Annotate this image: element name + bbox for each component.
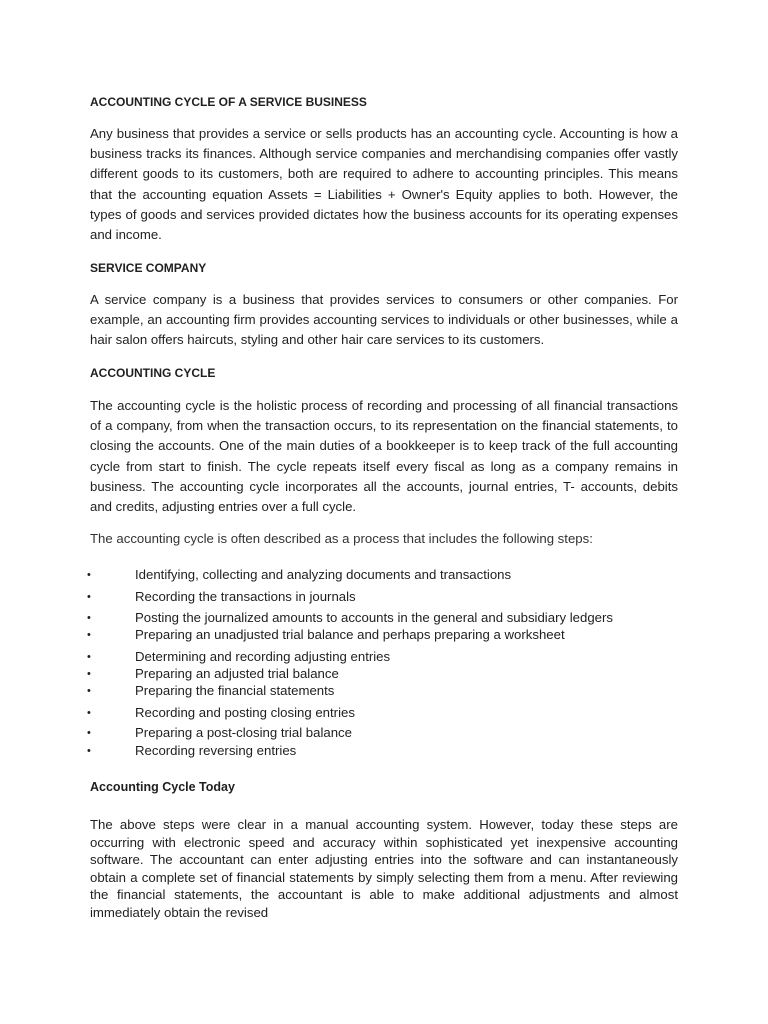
list-item (0, 649, 768, 665)
bullet-icon: • (87, 668, 91, 680)
step-text: Preparing an adjusted trial balance (135, 666, 339, 681)
accounting-cycle-heading: ACCOUNTING CYCLE (90, 366, 216, 380)
bullet-icon: • (87, 685, 91, 697)
intro-paragraph: Any business that provides a service or sells products has an accounting cycle. Accounting is how a business tracks its finances. Although service companies and merchandising companies offer vastly different goods to its customers, both are required to adhere to accounting principles. This means that the accounting equation Assets = Liabilities + Owner's Equity applies to both. However, the types of goods and services provided dictates how the business accounts for its operating expenses and income. (90, 126, 678, 243)
list-item (0, 627, 768, 643)
step-text: Recording and posting closing entries (135, 705, 355, 720)
step-text: Recording reversing entries (135, 743, 297, 758)
document-title: ACCOUNTING CYCLE OF A SERVICE BUSINESS (90, 95, 367, 109)
step-text: Posting the journalized amounts to accounts in the general and subsidiary ledgers (135, 610, 613, 625)
steps-intro: The accounting cycle is often described as a process that includes the following steps: (90, 531, 593, 546)
step-text: Identifying, collecting and analyzing documents and transactions (135, 567, 512, 582)
list-item (0, 743, 768, 759)
step-text: Preparing the financial statements (135, 683, 335, 698)
accounting-cycle-today-heading: Accounting Cycle Today (90, 780, 235, 794)
bullet-icon: • (87, 707, 91, 719)
list-item (0, 666, 768, 682)
list-item (0, 567, 768, 583)
step-text: Determining and recording adjusting entries (135, 649, 391, 664)
bullet-icon: • (87, 745, 91, 757)
list-item (0, 610, 768, 626)
accounting-cycle-paragraph: The accounting cycle is the holistic process of recording and processing of all financial transactions of a company, from when the transaction occurs, to its representation on the financial statements, to closing the accounts. One of the main duties of a bookkeeper is to keep track of the full accounting cycle from start to finish. The cycle repeats itself every fiscal as long as a company remains in business. The accounting cycle incorporates all the accounts, journal entries, T- accounts, debits and credits, adjusting entries over a full cycle. (90, 398, 678, 515)
bullet-icon: • (87, 629, 91, 641)
bullet-icon: • (87, 591, 91, 603)
document-page (87, 0, 678, 1024)
step-text: Recording the transactions in journals (135, 589, 356, 604)
service-company-heading: SERVICE COMPANY (90, 261, 207, 275)
list-item (0, 725, 768, 741)
step-text: Preparing a post-closing trial balance (135, 725, 352, 740)
bullet-icon: • (87, 727, 91, 739)
step-text: Preparing an unadjusted trial balance and perhaps preparing a worksheet (135, 627, 565, 642)
list-item (0, 683, 768, 699)
accounting-cycle-today-paragraph: The above steps were clear in a manual accounting system. However, today these steps are occurring with electronic speed and accuracy within sophisticated yet inexpensive accounting software. The accountant can enter adjusting entries into the software and can instantaneously obtain a complete set of financial statements by simply selecting them from a menu. After reviewing the financial statements, the accountant is able to make additional adjustments and almost immediately obtain the revised (90, 817, 678, 920)
list-item (0, 705, 768, 721)
bullet-icon: • (87, 651, 91, 663)
list-item (0, 589, 768, 605)
service-company-paragraph: A service company is a business that provides services to consumers or other companies. For example, an accounting firm provides accounting services to individuals or other businesses, while a hair salon offers haircuts, styling and other hair care services to its customers. (90, 292, 678, 348)
bullet-icon: • (87, 612, 91, 624)
bullet-icon: • (87, 569, 91, 581)
